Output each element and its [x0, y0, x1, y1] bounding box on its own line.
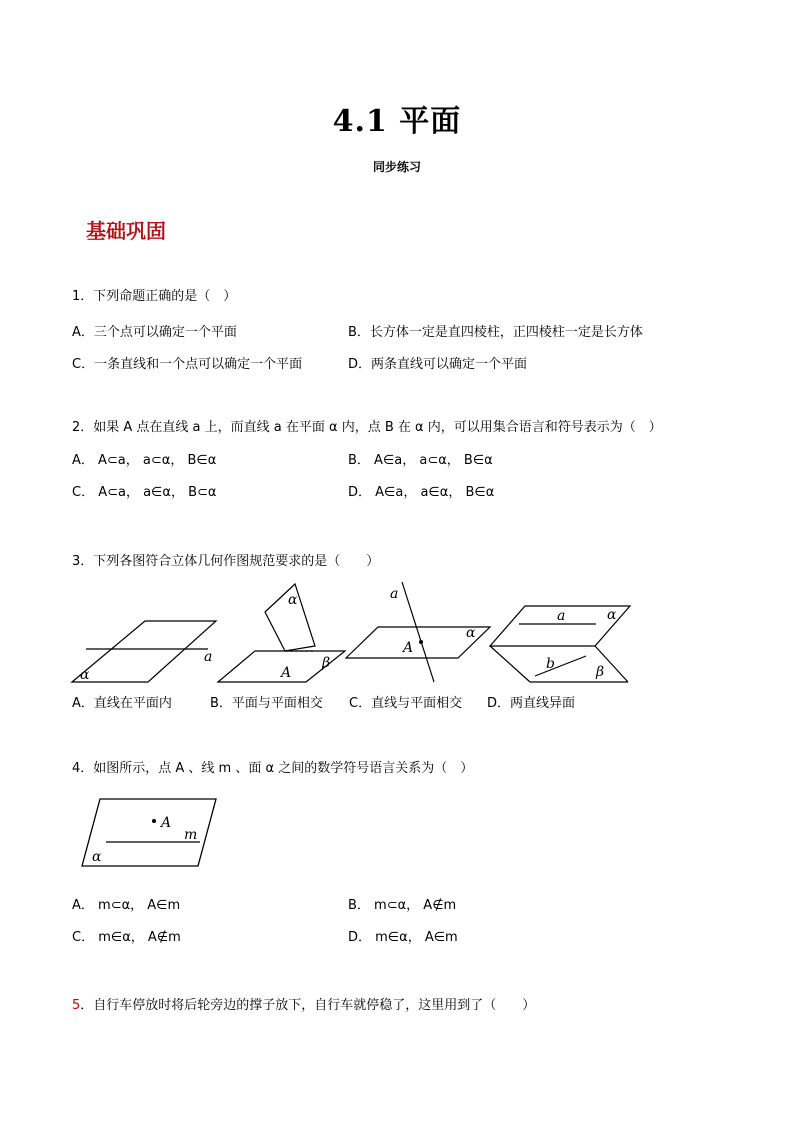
page-subtitle: 同步练习 — [372, 160, 421, 174]
figure-b-label-point: A — [281, 665, 292, 681]
figure-d-label-beta: β — [596, 664, 605, 680]
question-1-option-c: C．一条直线和一个点可以确定一个平面 — [72, 357, 303, 372]
question-3-option-d: D．两直线异面 — [487, 696, 576, 711]
question-1-option-d: D．两条直线可以确定一个平面 — [348, 357, 528, 372]
figure-c-line-crosses-plane — [346, 582, 490, 682]
question-4-option-d: D． m∈α， A∈m — [348, 930, 458, 945]
question-1-option-b: B．长方体一定是直四棱柱，正四棱柱一定是长方体 — [348, 325, 643, 340]
question-4-option-c: C． m∈α， A∉m — [72, 930, 181, 945]
figure-d-label-line-b: b — [546, 656, 555, 672]
section-heading: 基础巩固 — [86, 219, 166, 243]
question-3-figures — [60, 578, 640, 690]
question-2-option-c: C． A⊂a， a∈α， B⊂α — [72, 485, 217, 500]
figure-b-label-bottom-plane: β — [322, 655, 331, 671]
figure-a-label-plane: α — [80, 667, 90, 683]
figure-4-label-point: A — [161, 815, 172, 831]
question-2-option-a: A． A⊂a， a⊂α， B∈α — [72, 453, 217, 468]
figure-d-label-line-a: a — [557, 608, 566, 624]
question-1-option-a: A．三个点可以确定一个平面 — [72, 325, 237, 340]
question-5-stem — [72, 994, 535, 1013]
question-3-option-c: C．直线与平面相交 — [349, 696, 463, 711]
question-2-option-d: D． A∈a， a∈α， B∈α — [348, 485, 495, 500]
figure-c-label-point: A — [403, 640, 414, 656]
page-title: 4.1 平面 — [332, 104, 462, 139]
question-3-option-b: B．平面与平面相交 — [210, 696, 323, 711]
question-2-option-b: B． A∈a， a⊂α， B∈α — [348, 453, 493, 468]
figure-a-label-line: a — [204, 649, 213, 665]
figure-b-planes-intersect — [218, 584, 345, 682]
question-3-stem: 3．下列各图符合立体几何作图规范要求的是（ ） — [72, 554, 380, 569]
question-4-option-a: A． m⊂α， A∈m — [72, 898, 181, 913]
figure-4-label-line: m — [184, 827, 198, 843]
question-5-number: 5 — [72, 998, 81, 1013]
figure-c-label-plane: α — [466, 625, 476, 641]
figure-a-line-in-plane — [72, 621, 216, 683]
question-1-stem: 1．下列命题正确的是（ ） — [72, 289, 237, 304]
question-4-option-b: B． m⊂α， A∉m — [348, 898, 457, 913]
question-4-figure — [78, 795, 223, 871]
question-2-stem: 2．如果 A 点在直线 a 上，而直线 a 在平面 α 内，点 B 在 α 内，可以用集合语言和符号表示为（ ） — [72, 420, 662, 435]
figure-b-label-top-plane: α — [288, 592, 298, 608]
question-5-text: ．自行车停放时将后轮旁边的撑子放下，自行车就停稳了，这里用到了（ ） — [80, 998, 536, 1013]
question-3-option-a: A．直线在平面内 — [72, 696, 172, 711]
figure-4-label-plane: α — [92, 849, 102, 865]
figure-d-skew-lines — [490, 606, 630, 682]
figure-d-label-alpha: α — [607, 607, 617, 623]
figure-c-label-line: a — [390, 586, 399, 602]
question-4-stem: 4．如图所示，点 A 、线 m 、面 α 之间的数学符号语言关系为（ ） — [72, 761, 474, 776]
